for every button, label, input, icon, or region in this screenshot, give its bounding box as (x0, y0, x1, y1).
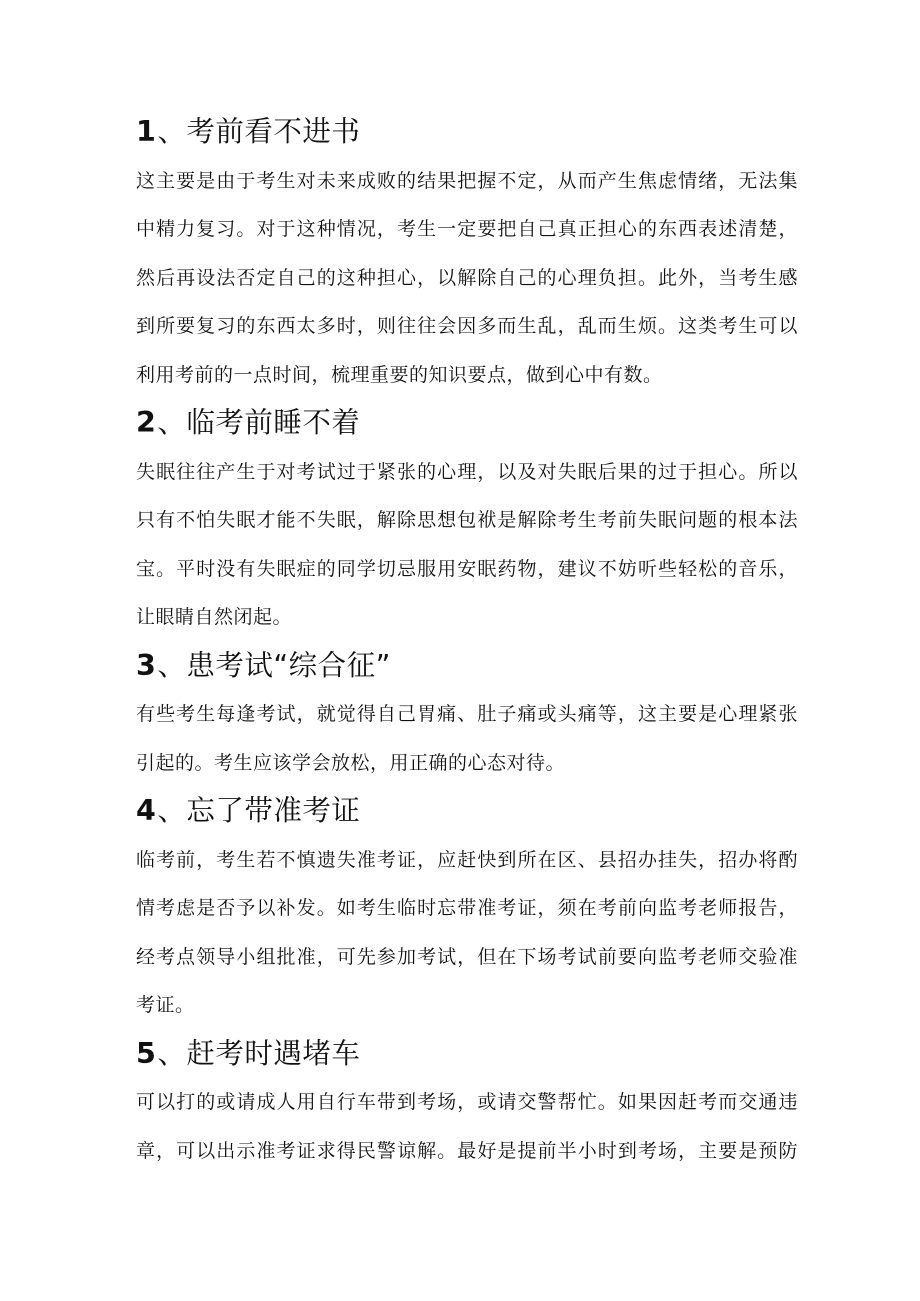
paragraph-line: 情考虑是否予以补发。如考生临时忘带准考证，须在考前向监考老师报告， (136, 897, 798, 919)
section-number: 1 (136, 115, 157, 148)
section-title: 、忘了带准考证 (157, 794, 361, 827)
section-number: 4 (136, 794, 157, 827)
section-number: 2 (136, 406, 157, 439)
section-paragraph-5 (136, 1078, 798, 1175)
document-page (136, 108, 798, 1175)
section-heading-4 (136, 787, 798, 836)
section-paragraph-2 (136, 448, 798, 642)
paragraph-line: 可以打的或请成人用自行车带到考场，或请交警帮忙。如果因赶考而交通违 (136, 1091, 798, 1113)
paragraph-line: 有些考生每逢考试，就觉得自己胃痛、肚子痛或头痛等，这主要是心理紧张 (136, 703, 798, 725)
section-number: 5 (136, 1036, 157, 1070)
paragraph-line: 经考点领导小组批准，可先参加考试，但在下场考试前要向监考老师交验准 (136, 945, 798, 968)
section-paragraph-3 (136, 690, 798, 787)
paragraph-line: 到所要复习的东西太多时，则往往会因多而生乱，乱而生烦。这类考生可以 (136, 315, 798, 337)
paragraph-line: 章，可以出示准考证求得民警谅解。最好是提前半小时到考场，主要是预防 (136, 1139, 798, 1162)
paragraph-line: 考证。 (136, 994, 195, 1016)
section-title: 、考前看不进书 (157, 115, 361, 148)
section-number: 3 (136, 648, 157, 682)
paragraph-line: 中精力复习。对于这种情况，考生一定要把自己真正担心的东西表述清楚， (136, 218, 798, 240)
paragraph-line: 让眼睛自然闭起。 (136, 606, 293, 628)
section-paragraph-1 (136, 157, 798, 400)
paragraph-line: 失眠往往产生于对考试过于紧张的心理，以及对失眠后果的过于担心。所以 (136, 460, 798, 483)
paragraph-line: 宝。平时没有失眠症的同学切忌服用安眠药物，建议不妨听些轻松的音乐， (136, 557, 798, 580)
paragraph-line: 利用考前的一点时间，梳理重要的知识要点，做到心中有数。 (136, 363, 663, 386)
paragraph-line: 然后再设法否定自己的这种担心，以解除自己的心理负担。此外，当考生感 (136, 266, 798, 289)
section-heading-2 (136, 399, 798, 448)
section-title: 、患考试“综合征” (157, 648, 391, 682)
section-title: 、赶考时遇堵车 (157, 1036, 361, 1070)
paragraph-line: 临考前，考生若不慎遗失准考证，应赶快到所在区、县招办挂失，招办将酌 (136, 848, 798, 871)
section-heading-1 (136, 108, 798, 157)
paragraph-line: 只有不怕失眠才能不失眠，解除思想包袱是解除考生考前失眠问题的根本法 (136, 509, 798, 531)
section-title: 、临考前睡不着 (157, 406, 361, 439)
section-heading-3 (136, 642, 798, 691)
section-heading-5 (136, 1030, 798, 1079)
paragraph-line: 这主要是由于考生对未来成败的结果把握不定，从而产生焦虑情绪，无法集 (136, 169, 798, 192)
section-paragraph-4 (136, 836, 798, 1030)
paragraph-line: 引起的。考生应该学会放松，用正确的心态对待。 (136, 751, 566, 774)
